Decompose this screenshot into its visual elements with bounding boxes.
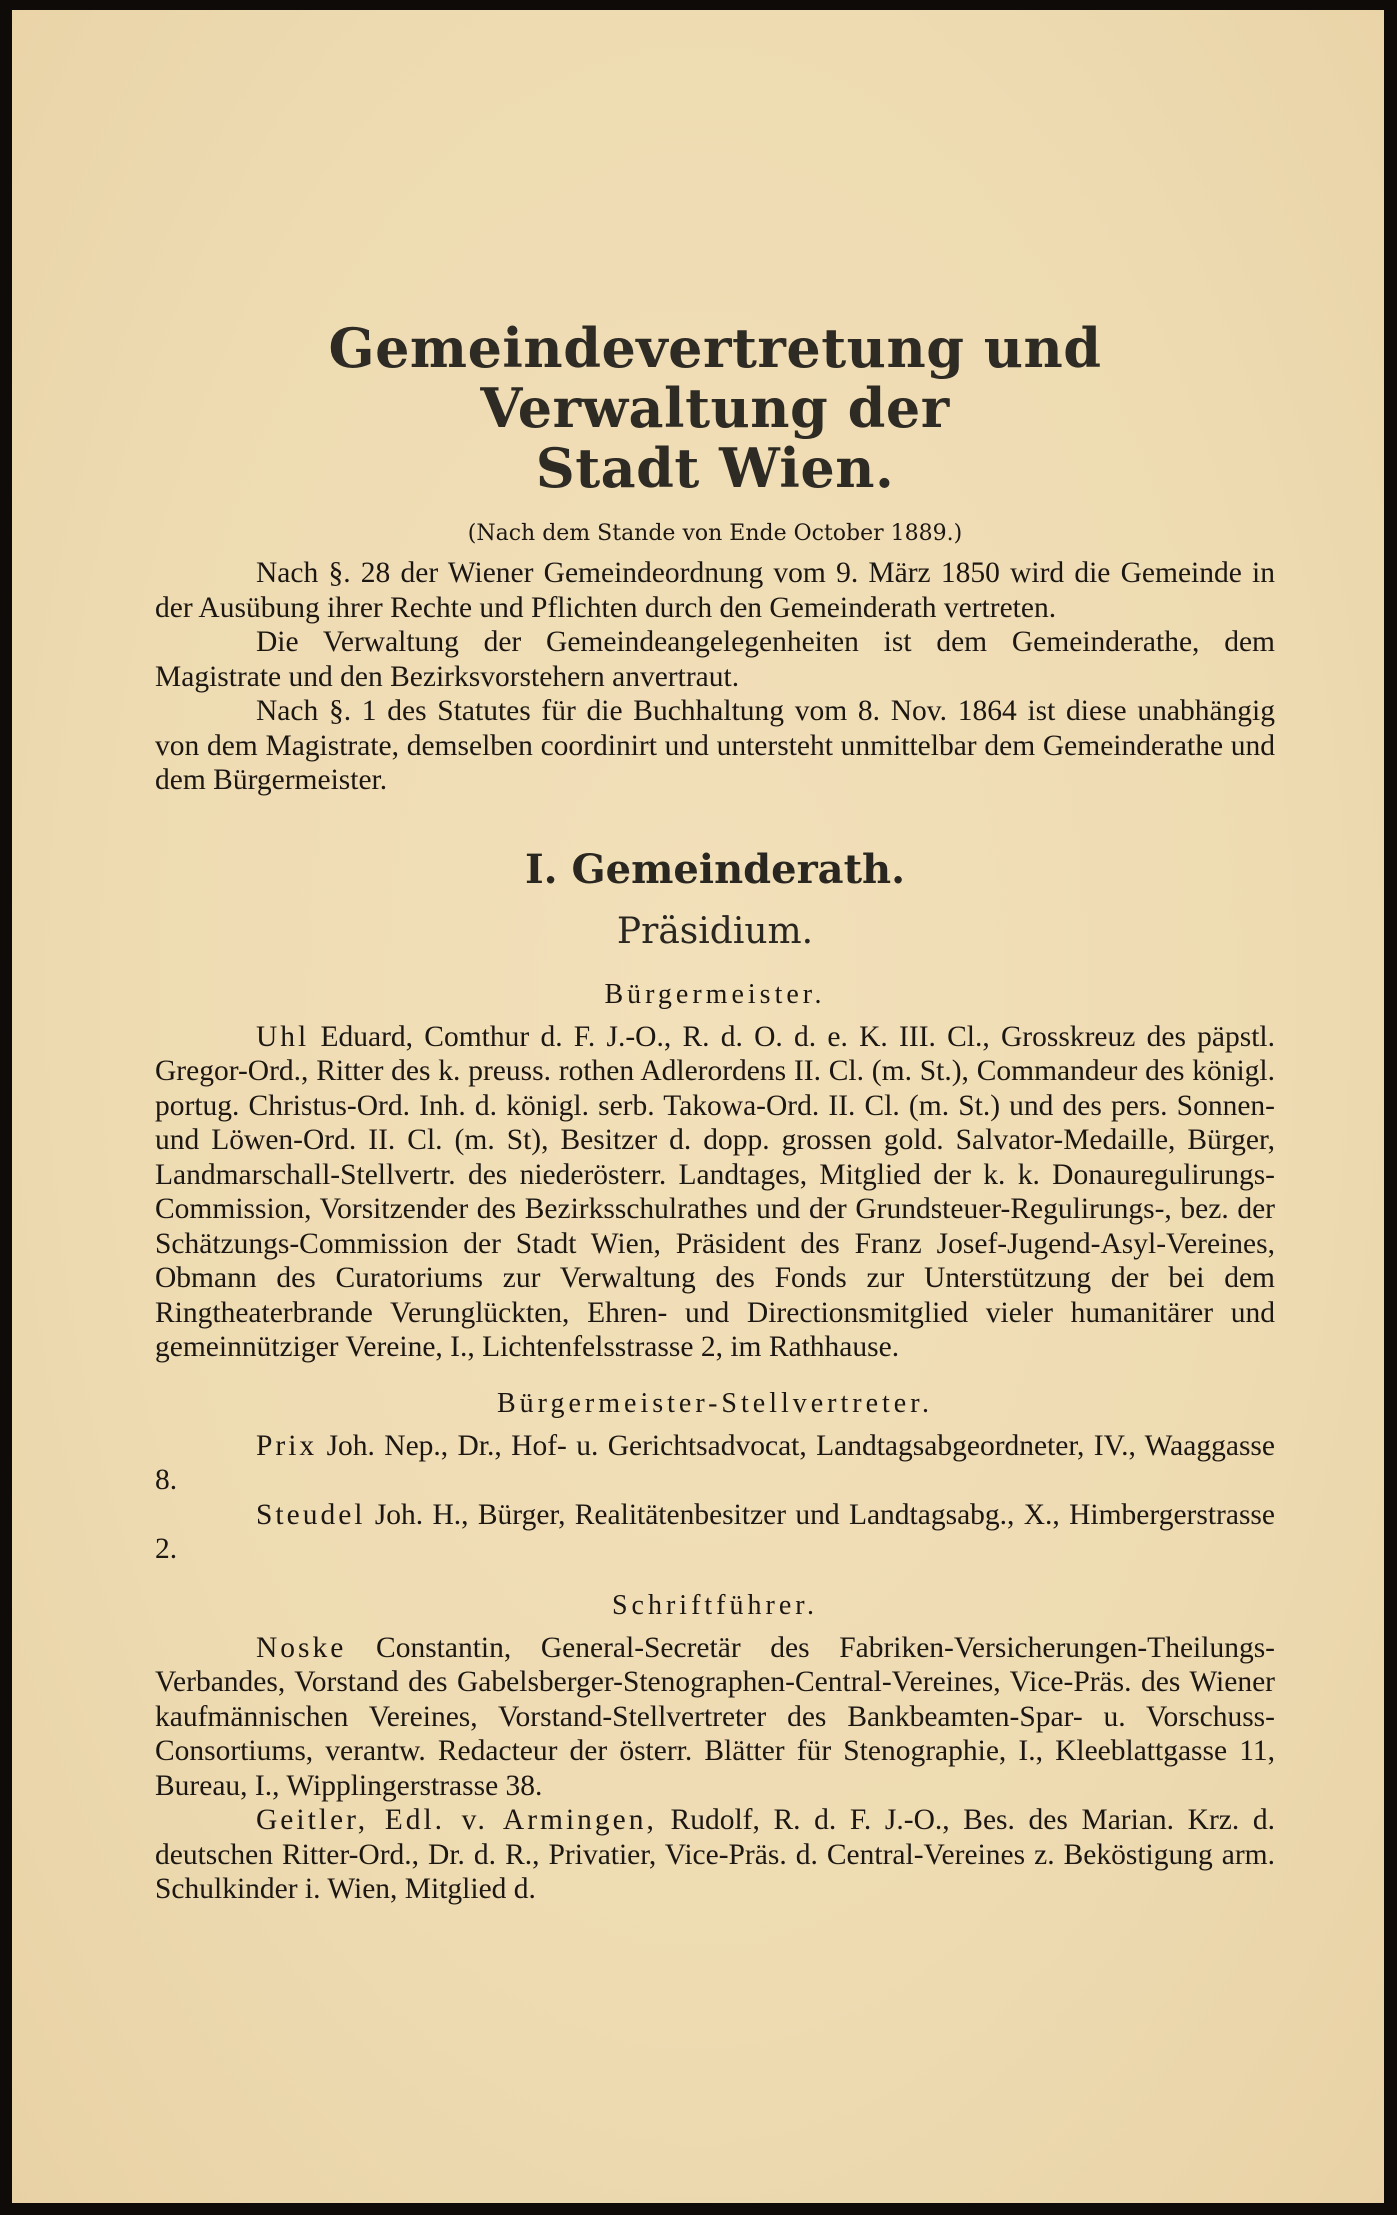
schriftfuehrer-entry-1 — [155, 1631, 1275, 1804]
entry-text: Rudolf, R. d. F. J.-O., Bes. des Marian. Krz. d. deutschen Ritter-Ord., Dr. d. R., Privatier, Vice-Präs. d. Central-Vereines z. Beköstigung arm. Schulkinder i. Wien, Mitglied d. — [155, 1804, 1276, 1905]
section-subheading: Präsidium. — [616, 910, 814, 952]
intro-paragraph-3: Nach §. 1 des Statutes für die Buchhaltung vom 8. Nov. 1864 ist diese unabhängig von dem Magistrate, demselben coordinirt und untersteht unmittelbar dem Gemeinderathe und dem Bürgermeister. — [155, 695, 1275, 796]
buergermeister-label: Bürgermeister. — [604, 978, 826, 1010]
date-note: (Nach dem Stande von Ende October 1889.) — [467, 521, 963, 546]
stellvertreter-entry-2 — [155, 1498, 1275, 1567]
title-line-1: Gemeindevertretung und Verwaltung der — [328, 316, 1102, 440]
schriftfuehrer-label: Schriftführer. — [611, 1589, 819, 1621]
title-line-2: Stadt Wien. — [535, 436, 895, 500]
entry-name: Steudel — [256, 1498, 366, 1531]
intro-paragraph-2: Die Verwaltung der Gemeindeangelegenheiten ist dem Gemeinderathe, dem Magistrate und den Bezirksvorstehern anvertraut. — [155, 626, 1275, 693]
entry-text: Constantin, General-Secretär des Fabriken-Versicherungen-Theilungs-Verbandes, Vorstand des Gabelsberger-Stenographen-Central-Vereines, Vice-Präs. des Wiener kaufmännischen Vereines, Vorstand-Stellvertreter des Bankbeamten-Spar- u. Vorschuss-Consortiums, verantw. Redacteur der österr. Blätter für Stenographie, I., Kleeblattgasse 11, Bureau, I., Wipplingerstrasse 38. — [155, 1631, 1275, 1802]
page — [12, 10, 1384, 2203]
schriftfuehrer-entry-2 — [155, 1803, 1275, 1907]
buergermeister-entry — [155, 1020, 1275, 1365]
entry-text: Eduard, Comthur d. F. J.-O., R. d. O. d. e. K. III. Cl., Grosskreuz des päpstl. Gregor-Ord., Ritter des k. preuss. rothen Adlerordens II. Cl. (m. St.), Commandeur des königl. portug. Christus-Ord. Inh. d. königl. serb. Takowa-Ord. II. Cl. (m. St.) und des pers. Sonnen- und Löwen-Ord. II. Cl. (m. St), Besitzer d. dopp. grossen gold. Salvator-Medaille, Bürger, Landmarschall-Stellvertr. des niederösterr. Landtages, Mitglied der k. k. Donauregulirungs-Commission, Vorsitzender des Bezirksschulrathes und der Grundsteuer-Regulirungs-, bez. der Schätzungs-Commission der Stadt Wien, Präsident des Franz Josef-Jugend-Asyl-Vereines, Obmann des Curatoriums zur Verwaltung des Fonds zur Unterstützung der bei dem Ringtheaterbrande Verunglückten, Ehren- und Directionsmitglied vieler humanitärer und gemeinnütziger Vereine, I., Lichtenfelsstrasse 2, im Rathhause. — [155, 1020, 1276, 1363]
entry-name: Prix — [256, 1429, 318, 1462]
stellvertreter-entry-1 — [155, 1429, 1275, 1498]
page-content — [155, 10, 1275, 1907]
entry-text: Joh. H., Bürger, Realitätenbesitzer und Landtagsabg., X., Himbergerstrasse 2. — [155, 1498, 1276, 1565]
stellvertreter-label: Bürgermeister-Stellvertreter. — [496, 1387, 934, 1419]
entry-name: Noske — [256, 1631, 347, 1664]
intro-paragraph-1: Nach §. 28 der Wiener Gemeindeordnung vom 9. März 1850 wird die Gemeinde in der Ausübung ihrer Rechte und Pflichten durch den Gemeinderath vertreten. — [155, 557, 1275, 624]
entry-name: Uhl — [256, 1020, 310, 1053]
section-heading: I. Gemeinderath. — [524, 845, 906, 893]
page-title — [155, 10, 1275, 498]
entry-text: Joh. Nep., Dr., Hof- u. Gerichtsadvocat, Landtagsabgeordneter, IV., Waaggasse 8. — [155, 1429, 1275, 1496]
entry-name: Geitler, Edl. v. Armingen, — [256, 1804, 657, 1836]
